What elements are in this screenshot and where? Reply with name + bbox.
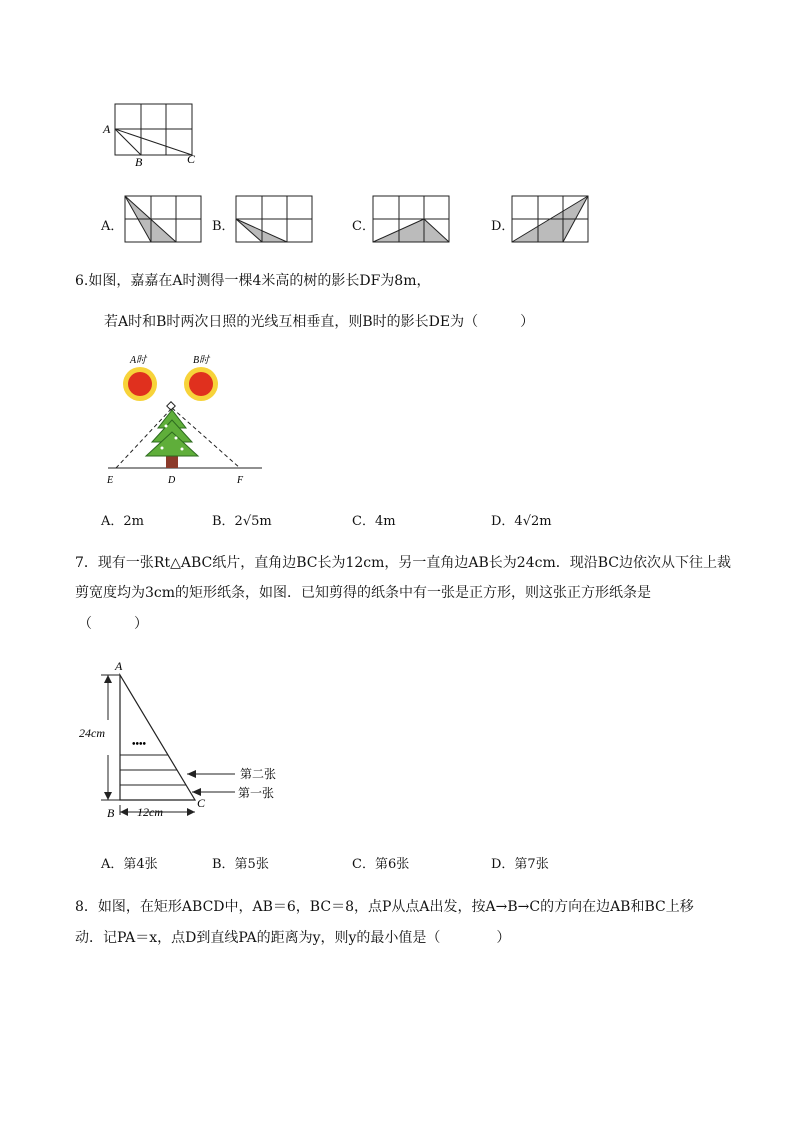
q6-stem-line1: 6.如图，嘉嘉在A时测得一棵4米高的树的影长DF为8m，: [75, 273, 431, 289]
q7-label-a: A: [115, 659, 123, 673]
q6-stem-line2: 若A时和B时两次日照的光线互相垂直，则B时的影长DE为（ ）: [104, 314, 535, 330]
q5-option-b-figure: [234, 194, 314, 246]
q7-label-c: C: [197, 796, 206, 810]
q6-option-d: D．4√2m: [491, 514, 552, 529]
q8-stem-line2: 动．记PA＝x，点D到直线PA的距离为y，则y的最小值是（ ）: [75, 930, 511, 946]
q8-stem-line1: 8．如图，在矩形ABCD中，AB＝6，BC＝8，点P从点A出发，按A→B→C的方向在边AB和BC上移: [75, 899, 694, 915]
q7-dots: ••••: [132, 739, 147, 750]
q5-option-c-figure: [371, 194, 451, 246]
q5-label-c: C: [187, 152, 196, 166]
q7-stem-line2: 剪宽度均为3cm的矩形纸条，如图．已知剪得的纸条中有一张是正方形，则这张正方形纸条是: [75, 585, 652, 601]
q7-option-c: C．第6张: [352, 857, 410, 872]
q7-option-a: A．第4张: [101, 857, 158, 872]
q6-label-e: E: [107, 475, 114, 486]
q5-label-b: B: [135, 155, 143, 169]
q7-label-b: B: [107, 806, 115, 820]
q5-option-b-label: B．: [212, 219, 235, 234]
q7-first-strip-label: 第一张: [238, 786, 275, 800]
q6-option-b: B．2√5m: [212, 514, 272, 529]
q5-option-a-label: A．: [101, 219, 124, 234]
q5-option-d-label: D．: [491, 219, 515, 234]
q7-stem-line1: 7．现有一张Rt△ABC纸片，直角边BC长为12cm，另一直角边AB长为24cm．现沿BC边依次从下往上裁: [75, 555, 731, 571]
q7-second-strip-label: 第二张: [240, 767, 277, 781]
q7-triangle-figure: [75, 655, 295, 825]
q7-option-b: B．第5张: [212, 857, 269, 872]
q5-option-a-figure: [123, 194, 203, 246]
q6-label-f: F: [237, 475, 244, 486]
q6-option-a: A．2m: [101, 514, 144, 529]
q5-label-a: A: [103, 122, 111, 136]
q5-main-figure: [100, 95, 210, 170]
q6-tree-shadow-figure: [100, 348, 270, 488]
q6-label-d: D: [168, 475, 176, 486]
q6-sun-a-label: A时: [130, 355, 147, 366]
q6-option-c: C．4m: [352, 514, 396, 529]
q5-option-d-figure: [510, 194, 590, 246]
q7-stem-line3: （ ）: [78, 616, 148, 632]
q5-option-c-label: C．: [352, 219, 375, 234]
q6-sun-b-label: B时: [193, 355, 210, 366]
q7-ab-length: 24cm: [79, 726, 105, 740]
q7-option-d: D．第7张: [491, 857, 549, 872]
q7-bc-length: 12cm: [137, 805, 163, 819]
